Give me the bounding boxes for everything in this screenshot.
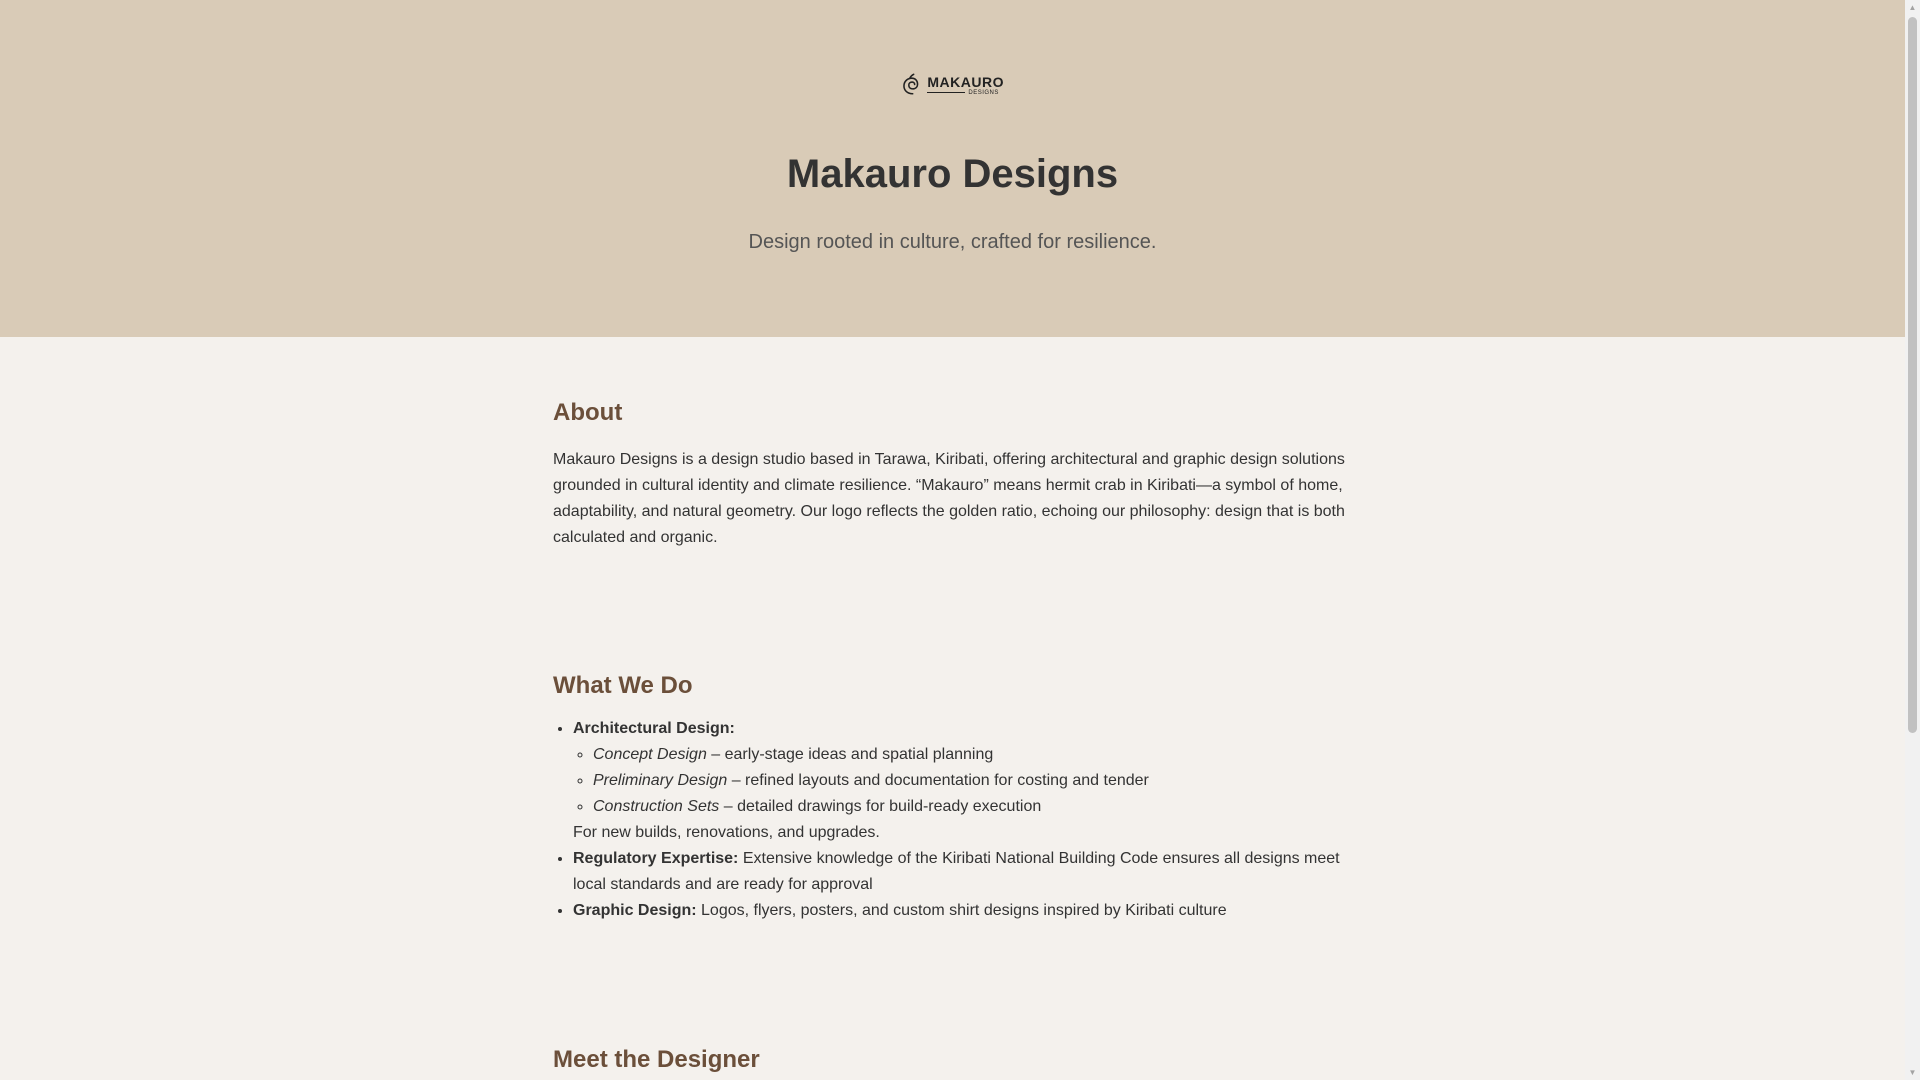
about-heading: About bbox=[553, 399, 623, 426]
service-graphic-label: Graphic Design: bbox=[573, 902, 697, 919]
service-regulatory-text: Extensive knowledge of the Kiribati National Building Code ensures all designs meet local standards and are ready for approval bbox=[573, 850, 1340, 893]
logo-divider bbox=[927, 92, 965, 93]
service-architectural bbox=[573, 716, 1353, 846]
stage-desc: – detailed drawings for build-ready execution bbox=[719, 798, 1042, 815]
services-section bbox=[553, 672, 1353, 924]
meet-heading: Meet the Designer bbox=[553, 1046, 760, 1073]
meet-section bbox=[553, 1046, 1353, 1074]
service-regulatory-label: Regulatory Expertise: bbox=[573, 850, 739, 867]
logo-wordmark: MAKAURO bbox=[927, 73, 1004, 90]
stage-name: Preliminary Design bbox=[593, 772, 728, 789]
scroll-thumb[interactable] bbox=[1908, 17, 1917, 733]
stage-name: Concept Design bbox=[593, 746, 707, 763]
service-architectural-label: Architectural Design: bbox=[573, 720, 735, 737]
list-item bbox=[593, 768, 1353, 794]
services-list bbox=[553, 716, 1353, 924]
hero-tagline: Design rooted in culture, crafted for resilience. bbox=[748, 231, 1157, 253]
about-section bbox=[553, 399, 1353, 551]
vertical-scrollbar[interactable] bbox=[1905, 0, 1920, 1080]
stage-desc: – early-stage ideas and spatial planning bbox=[706, 746, 994, 763]
scroll-up-icon[interactable]: ▲ bbox=[1908, 3, 1917, 12]
stage-desc: – refined layouts and documentation for costing and tender bbox=[727, 772, 1149, 789]
service-graphic-text: Logos, flyers, posters, and custom shirt designs inspired by Kiribati culture bbox=[696, 902, 1227, 919]
brand-logo[interactable] bbox=[902, 72, 1004, 98]
stage-name: Construction Sets bbox=[593, 798, 720, 815]
list-item bbox=[593, 794, 1353, 820]
about-body: Makauro Designs is a design studio based in Tarawa, Kiribati, offering architectural and graphic design solutions grounded in cultural identity and climate resilience. “Makauro” means hermit crab in Kiribati—a symbol of home, adaptability, and natural geometry. Our logo reflects the golden ratio, echoing our philosophy: design that is both calculated and organic. bbox=[553, 451, 1345, 546]
architectural-sublist bbox=[573, 742, 1353, 820]
page-title: Makauro Designs bbox=[786, 152, 1119, 196]
logo-subtitle: DESIGNS bbox=[968, 89, 999, 96]
architectural-note: For new builds, renovations, and upgrades. bbox=[573, 824, 880, 841]
spiral-shell-icon bbox=[902, 73, 923, 97]
service-regulatory bbox=[573, 846, 1353, 898]
list-item bbox=[593, 742, 1353, 768]
logo-text bbox=[927, 75, 1004, 96]
service-graphic bbox=[573, 898, 1353, 924]
scroll-down-icon[interactable]: ▼ bbox=[1908, 1068, 1917, 1077]
hero-banner bbox=[0, 0, 1905, 337]
services-heading: What We Do bbox=[553, 672, 693, 699]
